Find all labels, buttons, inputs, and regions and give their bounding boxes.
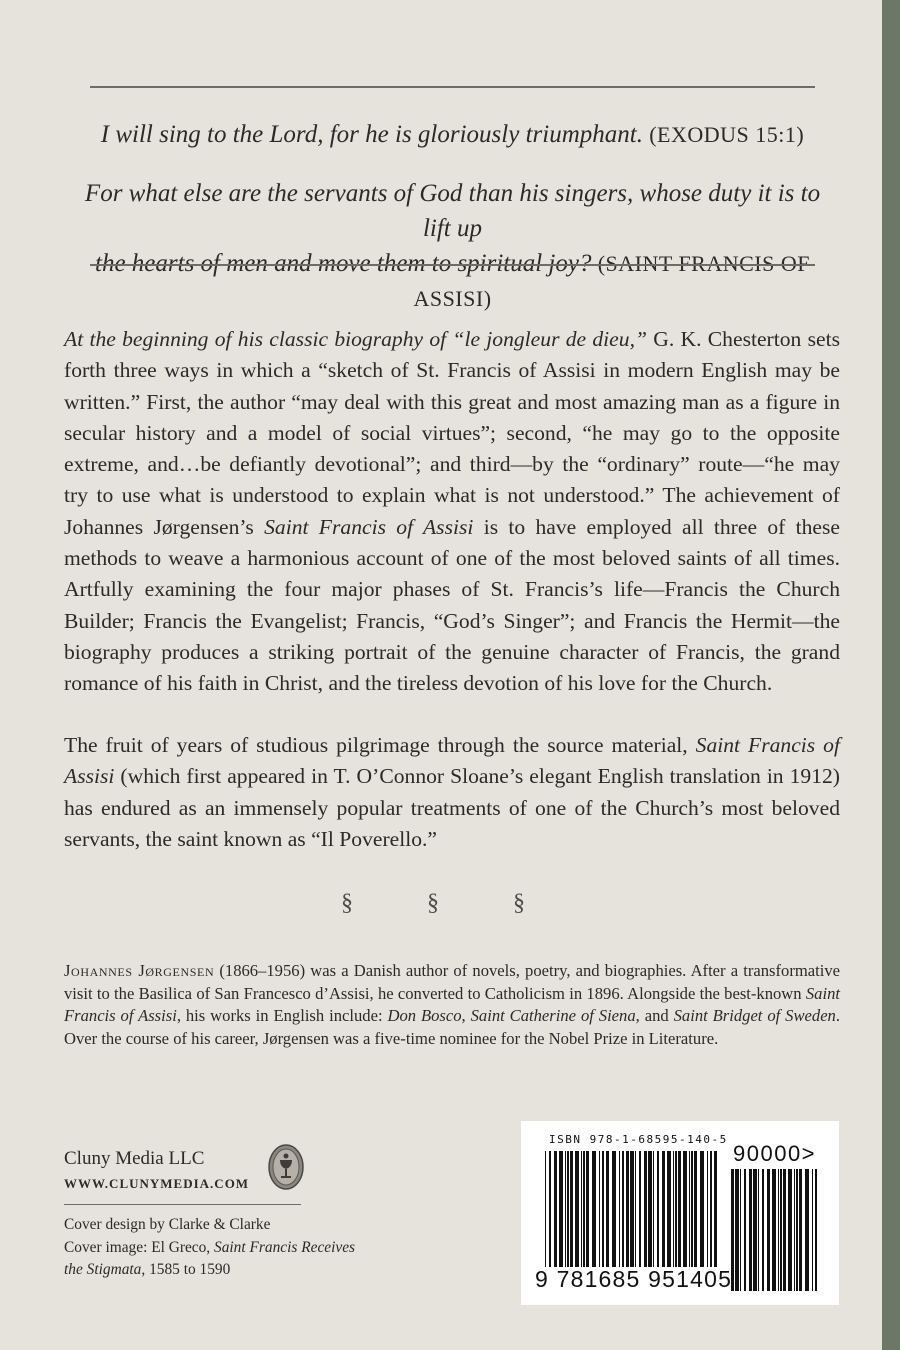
barcode-bar	[570, 1151, 573, 1267]
bio-text: , his works in English include:	[176, 1006, 388, 1026]
isbn-digits: 9 781685 951405	[535, 1266, 733, 1292]
cover-image-credit	[64, 1237, 384, 1282]
barcode-bar	[794, 1169, 795, 1291]
price-code: 90000>	[733, 1141, 817, 1166]
barcode-bar	[559, 1151, 563, 1267]
top-rule	[90, 86, 815, 88]
epigraph-francis-line1: For what else are the servants of God than his singers, whose duty it is to lift up	[84, 180, 821, 242]
barcode-bar	[767, 1169, 770, 1291]
epigraph-francis	[70, 176, 835, 316]
cover-design-credit: Cover design by Clarke & Clarke	[64, 1216, 271, 1233]
epigraph-exodus	[70, 117, 835, 152]
bio-title: Saint Bridget of Sweden	[673, 1006, 836, 1026]
barcode-bar	[796, 1169, 798, 1291]
epigraph-exodus-source: (EXODUS 15:1)	[649, 122, 805, 147]
epigraph-francis-source: (SAINT FRANCIS OF ASSISI)	[413, 251, 810, 311]
book-title: Saint Francis of Assisi	[64, 733, 840, 789]
painting-title: Saint Francis Receives	[214, 1238, 356, 1256]
description-body-end: is to have employed all three of these methods to weave a harmonious account of one of the most beloved saints of all times. Artfully examining the four major phases of St. Francis’s life—Francis the Church Builder; Francis the Evangelist; Francis, “God’s Singer”; and Francis the Hermit—the biography produces a striking portrait of the genuine character of Francis, the grand romance of his faith in Christ, and the tireless devotion of his love for the Church.	[64, 514, 840, 696]
epigraph-francis-line2: the hearts of men and move them to spiritual joy?	[95, 250, 592, 277]
book-title: Saint Francis of Assisi	[264, 514, 474, 539]
barcode-bar	[630, 1151, 634, 1267]
description-2-end: (which first appeared in T. O’Connor Sloane’s elegant English translation in 1912) has endured as an immensely popular treatments of one of the Church’s most beloved servants, the saint known as “Il Poverello.”	[64, 764, 840, 851]
barcode-bar	[565, 1151, 566, 1267]
isbn-barcode	[521, 1121, 839, 1305]
barcode-bar	[619, 1151, 620, 1267]
barcode-bar	[694, 1151, 697, 1267]
description-paragraph-2	[64, 730, 840, 855]
barcode-bar	[735, 1169, 739, 1291]
barcode-bar	[545, 1151, 546, 1267]
description-intro: At the beginning of his classic biography of “le jongleur de dieu,”	[64, 327, 647, 351]
publisher-name: Cluny Media LLC	[64, 1148, 205, 1169]
barcode-bar	[583, 1151, 585, 1267]
barcode-bar	[678, 1151, 681, 1267]
barcode-bar	[626, 1151, 629, 1267]
barcode-bar	[799, 1169, 802, 1291]
barcode-bar	[740, 1169, 741, 1291]
barcode-bar	[639, 1151, 641, 1267]
barcode-bar	[648, 1151, 652, 1267]
barcode-bar	[749, 1169, 752, 1291]
barcode-bar	[783, 1169, 786, 1291]
bio-title: Don Bosco	[387, 1006, 462, 1026]
barcode-bar	[707, 1151, 708, 1267]
barcode-bar	[592, 1151, 596, 1267]
barcode-bar	[673, 1151, 674, 1267]
barcode-bar	[710, 1151, 712, 1267]
barcode-bar	[567, 1151, 569, 1267]
barcode-bar	[691, 1151, 693, 1267]
barcode-bar	[815, 1169, 817, 1291]
barcode-bar	[635, 1151, 636, 1267]
barcode-bar	[778, 1169, 779, 1291]
barcode-bar	[758, 1169, 759, 1291]
barcode-bar	[667, 1151, 671, 1267]
isbn-label: ISBN 978-1-68595-140-5	[549, 1133, 728, 1146]
bio-text: ,	[461, 1006, 471, 1026]
barcode-bar	[744, 1169, 746, 1291]
epigraph-exodus-text: I will sing to the Lord, for he is gloriously triumphant.	[100, 121, 643, 148]
barcode-bar	[700, 1151, 704, 1267]
barcode-bar	[657, 1151, 659, 1267]
barcode-bar	[780, 1169, 782, 1291]
cluny-seal-icon	[268, 1144, 304, 1190]
barcode-bar	[549, 1151, 551, 1267]
barcode-bar	[612, 1151, 616, 1267]
barcode-bar	[812, 1169, 813, 1291]
barcode-bar	[788, 1169, 792, 1291]
description-2-start: The fruit of years of studious pilgrimage through the source material,	[64, 733, 696, 757]
barcode-bar	[575, 1151, 579, 1267]
barcode-bar	[683, 1151, 687, 1267]
barcode-bar	[772, 1169, 776, 1291]
barcode-bar	[586, 1151, 589, 1267]
section-ornaments: § § §	[341, 890, 559, 916]
description-paragraph-1	[64, 324, 840, 700]
barcode-bar	[805, 1169, 809, 1291]
barcode-bar	[622, 1151, 624, 1267]
barcode-bar	[689, 1151, 690, 1267]
painting-dates: , 1585 to 1590	[141, 1261, 231, 1278]
bio-text: , and	[635, 1006, 674, 1026]
author-bio	[64, 960, 840, 1050]
barcode-bar	[762, 1169, 764, 1291]
barcode-bar	[714, 1151, 717, 1267]
barcode-bar	[675, 1151, 677, 1267]
bio-text: . Over the course of his career, Jørgensen was a five-time nominee for the Nobel Prize in Literature.	[64, 1006, 841, 1048]
barcode-bar	[662, 1151, 665, 1267]
description-body: G. K. Chesterton sets forth three ways in which a “sketch of St. Francis of Assisi in modern English may be written.” First, the author “may deal with this great and most amazing man as a figure in secular history and a model of social virtues”; second, “he may go to the opposite extreme, and…be defiantly devotional”; and third—by the “ordinary” route—“he may try to use what is understood to explain what is not understood.” The achievement of Johannes Jørgensen’s	[64, 327, 840, 539]
credits-divider	[64, 1204, 301, 1205]
barcode-bar	[581, 1151, 582, 1267]
publisher-website: WWW.CLUNYMEDIA.COM	[64, 1176, 250, 1191]
cover-credits	[64, 1214, 384, 1282]
painting-title: the Stigmata	[64, 1261, 142, 1278]
bio-text: (1866–1956) was a Danish author of novels, poetry, and biographies. After a transformative visit to the Basilica of San Francesco d’Assisi, he converted to Catholicism in 1896. Alongside the best-known	[64, 961, 841, 1003]
bio-title: Saint Francis of Assisi	[64, 983, 840, 1026]
barcode-bar	[602, 1151, 604, 1267]
barcode-bar	[554, 1151, 557, 1267]
barcode-bar	[644, 1151, 647, 1267]
barcode-bar	[753, 1169, 757, 1291]
barcode-bar	[606, 1151, 609, 1267]
spine-color-strip	[882, 0, 900, 1350]
author-name: Johannes Jørgensen	[64, 961, 215, 980]
barcode-bar	[599, 1151, 600, 1267]
barcode-bar	[653, 1151, 654, 1267]
credit-text: Cover image: El Greco,	[64, 1238, 215, 1256]
bottom-rule	[90, 264, 815, 266]
bio-title: Saint Catherine of Siena	[470, 1006, 636, 1026]
